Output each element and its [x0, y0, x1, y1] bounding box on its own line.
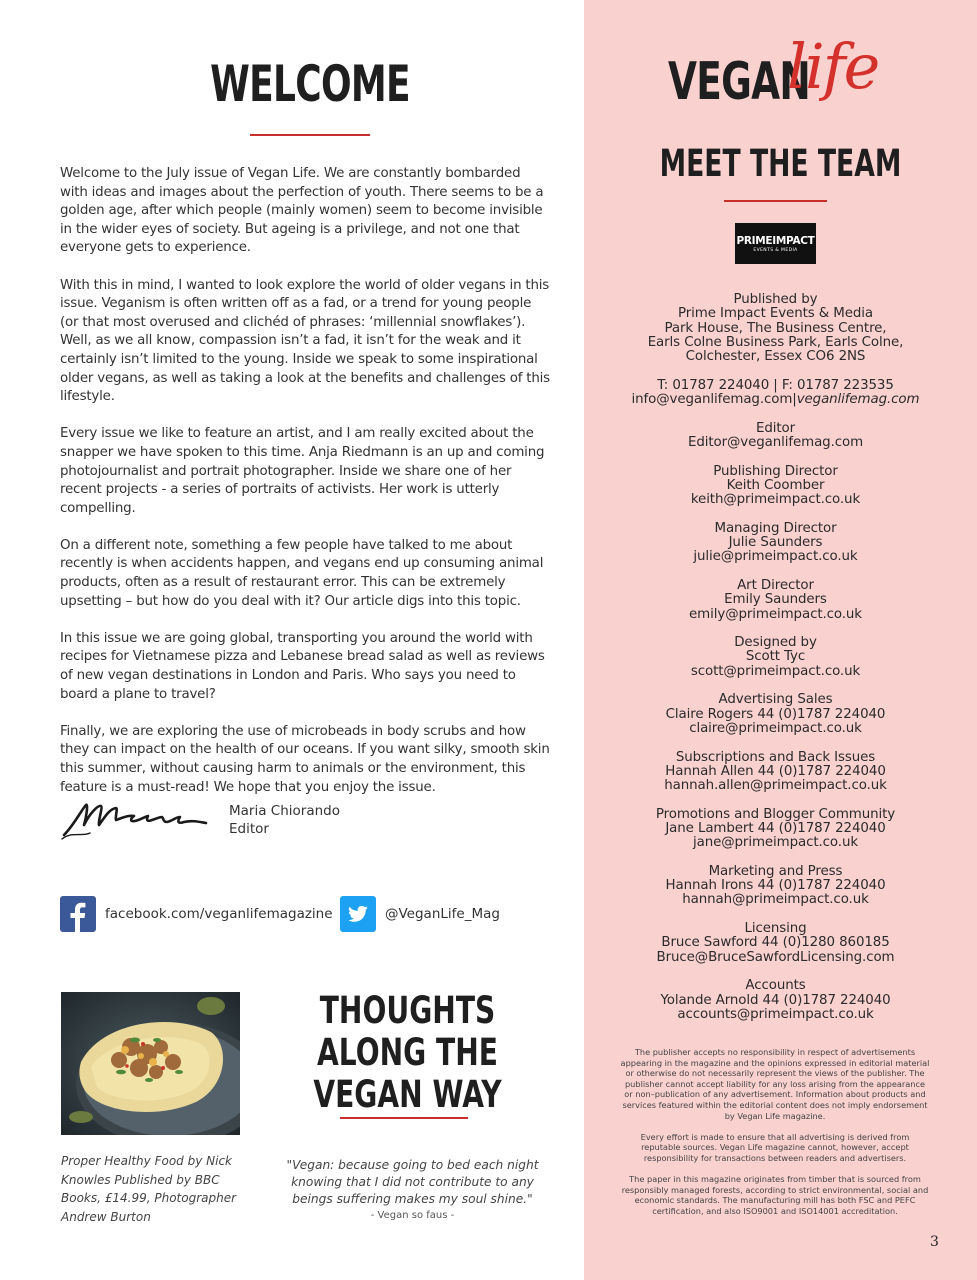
credit-email[interactable]: hannah@primeimpact.co.uk: [682, 892, 869, 908]
book-caption: Proper Healthy Food by Nick Knowles Published by BBC Books, £14.99, Photographer Andrew Burton: [61, 1154, 237, 1224]
credit-marketing: [584, 865, 967, 908]
credit-art-director: [584, 579, 967, 622]
credit-role: Published by: [733, 292, 818, 307]
editor-role: Editor: [229, 821, 269, 837]
disclaimer-paragraph: The publisher accepts no responsibility in respect of advertisements appearing in the magazine and the opinions expressed in editorial material or otherwise do not necessarily represent the views of the publisher. The publisher cannot accept liability for any loss arising from the appearance or non–publication of any advertisement. Information about products and services featured within the editorial content does not imply endorsement by Vegan Life magazine.: [620, 1047, 930, 1121]
publisher-block: [584, 293, 967, 364]
credit-email[interactable]: accounts@primeimpact.co.uk: [677, 1006, 874, 1022]
thoughts-title-line: VEGAN WAY: [313, 1073, 502, 1116]
welcome-divider: [250, 134, 370, 136]
credit-email[interactable]: Editor@veganlifemag.com: [687, 434, 864, 450]
credit-person: Yolande Arnold 44 (0)1787 224040: [660, 992, 891, 1008]
contact-email-website: [584, 393, 967, 407]
thoughts-title-line: THOUGHTS ALONG THE: [317, 989, 498, 1074]
credit-person: Keith Coomber: [726, 477, 825, 493]
credit-email[interactable]: scott@primeimpact.co.uk: [690, 663, 861, 679]
credit-licensing: [584, 922, 967, 965]
credit-role: Promotions and Blogger Community: [655, 806, 896, 822]
credit-email[interactable]: keith@primeimpact.co.uk: [690, 492, 861, 508]
letter-paragraph: Finally, we are exploring the use of microbeads in body scrubs and how they can impact on the health of our oceans. If you want silky, smooth skin this summer, without causing harm to animals or the environment, this feature is a must-read! We hope that you enjoy the issue.: [60, 723, 550, 795]
editor-credit: [229, 802, 340, 838]
editorial-letter: [60, 165, 550, 816]
letter-paragraph: Every issue we like to feature an artist, and I am really excited about the snapper we have spoken to this time. Anja Riedmann is an up and coming photojournalist and portrait photographer. Inside we share one of her recent projects - a series of portraits of activists. Her work is utterly compelling.: [60, 426, 545, 516]
welcome-title: WELCOME: [210, 55, 410, 113]
editor-signature: [60, 795, 210, 845]
contact-block: [584, 379, 967, 408]
credit-role: Designed by: [734, 635, 817, 651]
credit-email[interactable]: jane@primeimpact.co.uk: [692, 835, 858, 851]
letter-paragraph: On a different note, something a few people have talked to me about recently is when accidents happen, and vegans end up consuming animal products, often as a result of restaurant error. This can be extremely upsetting – but how do you deal with it? Our article digs into this topic.: [60, 537, 544, 609]
twitter-handle: @VeganLife_Mag: [385, 906, 500, 922]
book-cover-photo: [61, 992, 240, 1135]
credit-subscriptions: [584, 751, 967, 794]
letter-paragraph: Welcome to the July issue of Vegan Life. We are constantly bombarded with ideas and images about the perfection of youth. There seems to be a golden age, after which people (mainly women) seem to become invisible in the wider eyes of society. But ageing is a privilege, and not one that everyone gets to experience.: [60, 166, 544, 256]
team-credits: [584, 293, 967, 1036]
credit-line: Earls Colne Business Park, Earls Colne,: [647, 334, 904, 350]
credit-designer: [584, 636, 967, 679]
credit-person: Bruce Sawford 44 (0)1280 860185: [661, 935, 890, 951]
twitter-icon: [340, 896, 376, 932]
credit-person: Hannah Irons 44 (0)1787 224040: [665, 878, 886, 894]
credit-line: Prime Impact Events & Media: [678, 306, 873, 322]
credit-person: Emily Saunders: [724, 592, 827, 608]
prime-impact-logo: [735, 223, 816, 264]
phone-fax: T: 01787 224040 | F: 01787 223535: [657, 377, 894, 393]
disclaimer-paragraph: Every effort is made to ensure that all advertising is derived from reputable sources. Vegan Life magazine cannot, however, accept responsibility for transactions between readers and advertisers.: [640, 1131, 910, 1163]
website-link[interactable]: veganlifemag.com: [796, 392, 920, 408]
quote-attribution: - Vegan so faus -: [370, 1210, 455, 1221]
magazine-logo-vegan: VEGAN: [668, 52, 810, 112]
thoughts-title: [280, 990, 535, 1116]
vegan-quote: "Vegan: because going to bed each night knowing that I did not contribute to any beings suffering makes my soul shine.": [286, 1158, 539, 1206]
credit-person: Jane Lambert 44 (0)1787 224040: [665, 820, 886, 836]
credit-person: Claire Rogers 44 (0)1787 224040: [665, 706, 886, 722]
credit-email[interactable]: claire@primeimpact.co.uk: [689, 720, 862, 736]
credit-role: Subscriptions and Back Issues: [675, 749, 876, 765]
contact-email[interactable]: info@veganlifemag.com: [631, 392, 793, 408]
credit-publishing-director: [584, 465, 967, 508]
twitter-link[interactable]: [340, 896, 500, 932]
page-number: 3: [930, 1234, 939, 1250]
credit-managing-director: [584, 522, 967, 565]
credit-role: Advertising Sales: [718, 692, 833, 708]
credit-role: Publishing Director: [713, 463, 838, 479]
credit-role: Editor: [755, 420, 796, 436]
credit-role: Licensing: [744, 921, 807, 937]
contact-separator: |: [792, 392, 797, 408]
credit-accounts: [584, 979, 967, 1022]
thoughts-divider: [340, 1117, 468, 1119]
credit-person: Julie Saunders: [728, 535, 823, 551]
credit-line: Colchester, Essex CO6 2NS: [685, 349, 866, 365]
credit-role: Managing Director: [714, 520, 837, 536]
facebook-icon: [60, 896, 96, 932]
credit-email[interactable]: emily@primeimpact.co.uk: [689, 606, 862, 622]
facebook-handle: facebook.com/veganlifemagazine: [105, 906, 333, 922]
facebook-link[interactable]: [60, 896, 333, 932]
editor-name: Maria Chiorando: [229, 803, 340, 819]
prime-impact-logo-text: PRIMEIMPACT: [736, 234, 815, 247]
letter-paragraph: In this issue we are going global, transporting you around the world with recipes for Vietnamese pizza and Lebanese bread salad as well as reviews of new vegan destinations in London and Paris. Who says you need to board a plane to travel?: [60, 630, 545, 702]
credit-role: Accounts: [745, 978, 806, 994]
prime-impact-logo-subtext: EVENTS & MEDIA: [753, 247, 798, 253]
credit-advertising-sales: [584, 693, 967, 736]
magazine-logo-life: life: [787, 30, 879, 103]
legal-disclaimer: [620, 1047, 930, 1227]
credit-email[interactable]: hannah.allen@primeimpact.co.uk: [664, 778, 887, 794]
credit-person: Scott Tyc: [745, 649, 806, 665]
credit-line: Park House, The Business Centre,: [664, 320, 887, 336]
letter-paragraph: With this in mind, I wanted to look explore the world of older vegans in this issue. Veganism is often written off as a fad, or a trend for young people (or that most overused and clichéd of phrases: ‘millennial snowflakes’). Well, as we all know, compassion isn’t a fad, it isn’t for the weak and it certainly isn’t limited to the young. Inside we speak to some inspirational older vegans, as well as taking a look at the benefits and challenges of this lifestyle.: [60, 277, 550, 405]
credit-email[interactable]: julie@primeimpact.co.uk: [693, 549, 858, 565]
credit-person: Hannah Allen 44 (0)1787 224040: [665, 763, 886, 779]
credit-role: Art Director: [737, 577, 814, 593]
credit-promotions: [584, 808, 967, 851]
meet-the-team-title: MEET THE TEAM: [659, 142, 902, 185]
credit-role: Marketing and Press: [708, 863, 843, 879]
disclaimer-paragraph: The paper in this magazine originates from timber that is sourced from responsibly managed forests, according to strict environmental, social and economic standards. The manufacturing mill has both FSC and PEFC certification, and also ISO9001 and ISO14001 accreditation.: [621, 1174, 929, 1216]
credit-editor: [584, 422, 967, 451]
credit-email[interactable]: Bruce@BruceSawfordLicensing.com: [656, 949, 895, 965]
team-divider: [724, 200, 827, 202]
